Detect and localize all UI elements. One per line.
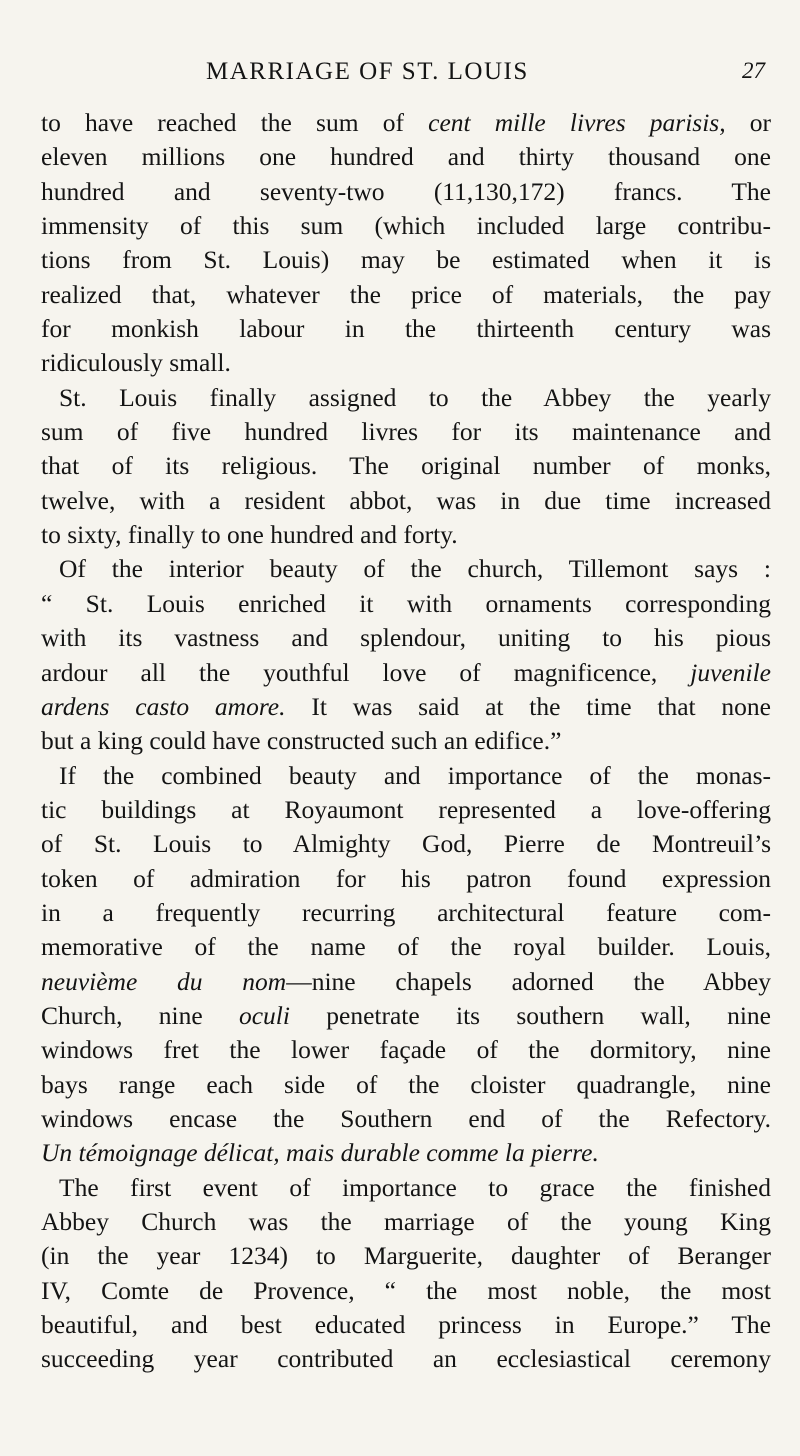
text-line: [41, 381, 771, 415]
text-line: [41, 1205, 771, 1239]
text-line: [41, 106, 771, 140]
text-line: [41, 278, 771, 312]
text-segment: The first event of importance to grace the finished: [59, 1172, 771, 1202]
text-line: [41, 621, 771, 655]
text-line: [41, 346, 771, 380]
text-line: [41, 209, 771, 243]
text-segment: of St. Louis to Almighty God, Pierre de Montreuil’s: [41, 829, 771, 859]
text-line: [41, 449, 771, 483]
text-line: [41, 724, 771, 758]
text-line: [41, 930, 771, 964]
text-line: [41, 243, 771, 277]
text-line: [41, 1171, 771, 1205]
running-head: [0, 38, 800, 85]
text-line: [41, 1033, 771, 1067]
text-line: [41, 896, 771, 930]
text-segment: in a frequently recurring architectural feature com-: [41, 897, 771, 927]
text-line: [41, 999, 771, 1033]
text-line: [41, 518, 771, 552]
text-segment: succeeding year contributed an ecclesiastical ceremony: [41, 1344, 771, 1374]
text-segment: that of its religious. The original number of monks,: [41, 451, 771, 481]
text-line: [41, 552, 771, 586]
body-text: [41, 106, 771, 1377]
italic-phrase: juvenile: [690, 657, 771, 687]
text-segment: beautiful, and best educated princess in Europe.” The: [41, 1310, 771, 1340]
text-segment: windows encase the Southern end of the Refectory.: [41, 1103, 771, 1133]
text-line: [41, 175, 771, 209]
text-segment: immensity of this sum (which included large contribu-: [41, 211, 771, 241]
text-segment: IV, Comte de Provence, “ the most noble, the most: [41, 1275, 771, 1305]
text-segment: token of admiration for his patron found expression: [41, 863, 771, 893]
text-segment: windows fret the lower façade of the dormitory, nine: [41, 1035, 771, 1065]
text-line: [41, 965, 771, 999]
text-segment: If the combined beauty and importance of the monas-: [59, 760, 771, 790]
text-line: [41, 1342, 771, 1376]
text-segment: sum of five hundred livres for its maintenance and: [41, 417, 771, 447]
text-line: [41, 862, 771, 896]
text-segment: tions from St. Louis) may be estimated when it is: [41, 245, 771, 275]
text-segment: Church, nine: [41, 1000, 239, 1030]
text-segment: to sixty, finally to one hundred and forty.: [41, 520, 458, 550]
text-line: [41, 759, 771, 793]
text-segment: hundred and seventy-two (11,130,172) francs. The: [41, 176, 771, 206]
text-segment: twelve, with a resident abbot, was in due time increased: [41, 485, 771, 515]
text-segment: memorative of the name of the royal builder. Louis,: [41, 932, 771, 962]
text-segment: for monkish labour in the thirteenth century was: [41, 314, 771, 344]
text-line: [41, 690, 771, 724]
text-segment: ardour all the youthful love of magnificence,: [41, 657, 691, 687]
page-number: 27: [742, 58, 765, 83]
text-segment: tic buildings at Royaumont represented a love-offering: [41, 794, 771, 824]
text-segment: St. Louis finally assigned to the Abbey the yearly: [59, 382, 771, 412]
text-line: [41, 140, 771, 174]
text-segment: or: [725, 108, 771, 137]
text-segment: bays range each side of the cloister quadrangle, nine: [41, 1069, 771, 1099]
text-line: [41, 484, 771, 518]
italic-phrase: neuvième du nom: [41, 966, 287, 996]
text-line: [41, 656, 771, 690]
text-segment: to have reached the sum of: [41, 108, 429, 137]
text-segment: It was said at the time that none: [285, 691, 771, 721]
text-line: [41, 415, 771, 449]
text-line: [41, 1068, 771, 1102]
text-segment: realized that, whatever the price of materials, the pay: [41, 279, 771, 309]
text-line: [41, 1274, 771, 1308]
text-segment: —nine chapels adorned the Abbey: [286, 966, 771, 996]
text-line: [41, 312, 771, 346]
italic-phrase: cent mille livres parisis,: [428, 108, 726, 137]
text-segment: but a king could have constructed such an edifice.”: [41, 726, 562, 756]
text-segment: eleven millions one hundred and thirty thousand one: [41, 142, 771, 172]
text-line: [41, 793, 771, 827]
text-line: [41, 1239, 771, 1273]
text-segment: “ St. Louis enriched it with ornaments corresponding: [41, 588, 771, 618]
text-line: [41, 1102, 771, 1136]
text-line: [41, 1136, 771, 1170]
text-segment: with its vastness and splendour, uniting to his pious: [41, 623, 771, 653]
text-segment: Abbey Church was the marriage of the young King: [41, 1207, 771, 1236]
text-segment: penetrate its southern wall, nine: [289, 1000, 771, 1030]
running-title: MARRIAGE OF ST. LOUIS: [206, 58, 529, 85]
italic-phrase: oculi: [238, 1000, 290, 1030]
italic-phrase: Un témoignage délicat, mais durable comme la pierre.: [41, 1138, 599, 1168]
italic-phrase: ardens casto amore.: [41, 691, 286, 721]
text-segment: (in the year 1234) to Marguerite, daughter of Beranger: [41, 1241, 771, 1271]
text-segment: Of the interior beauty of the church, Tillemont says :: [59, 554, 771, 584]
text-line: [41, 827, 771, 861]
text-line: [41, 587, 771, 621]
text-line: [41, 1308, 771, 1342]
text-segment: ridiculously small.: [41, 348, 231, 378]
